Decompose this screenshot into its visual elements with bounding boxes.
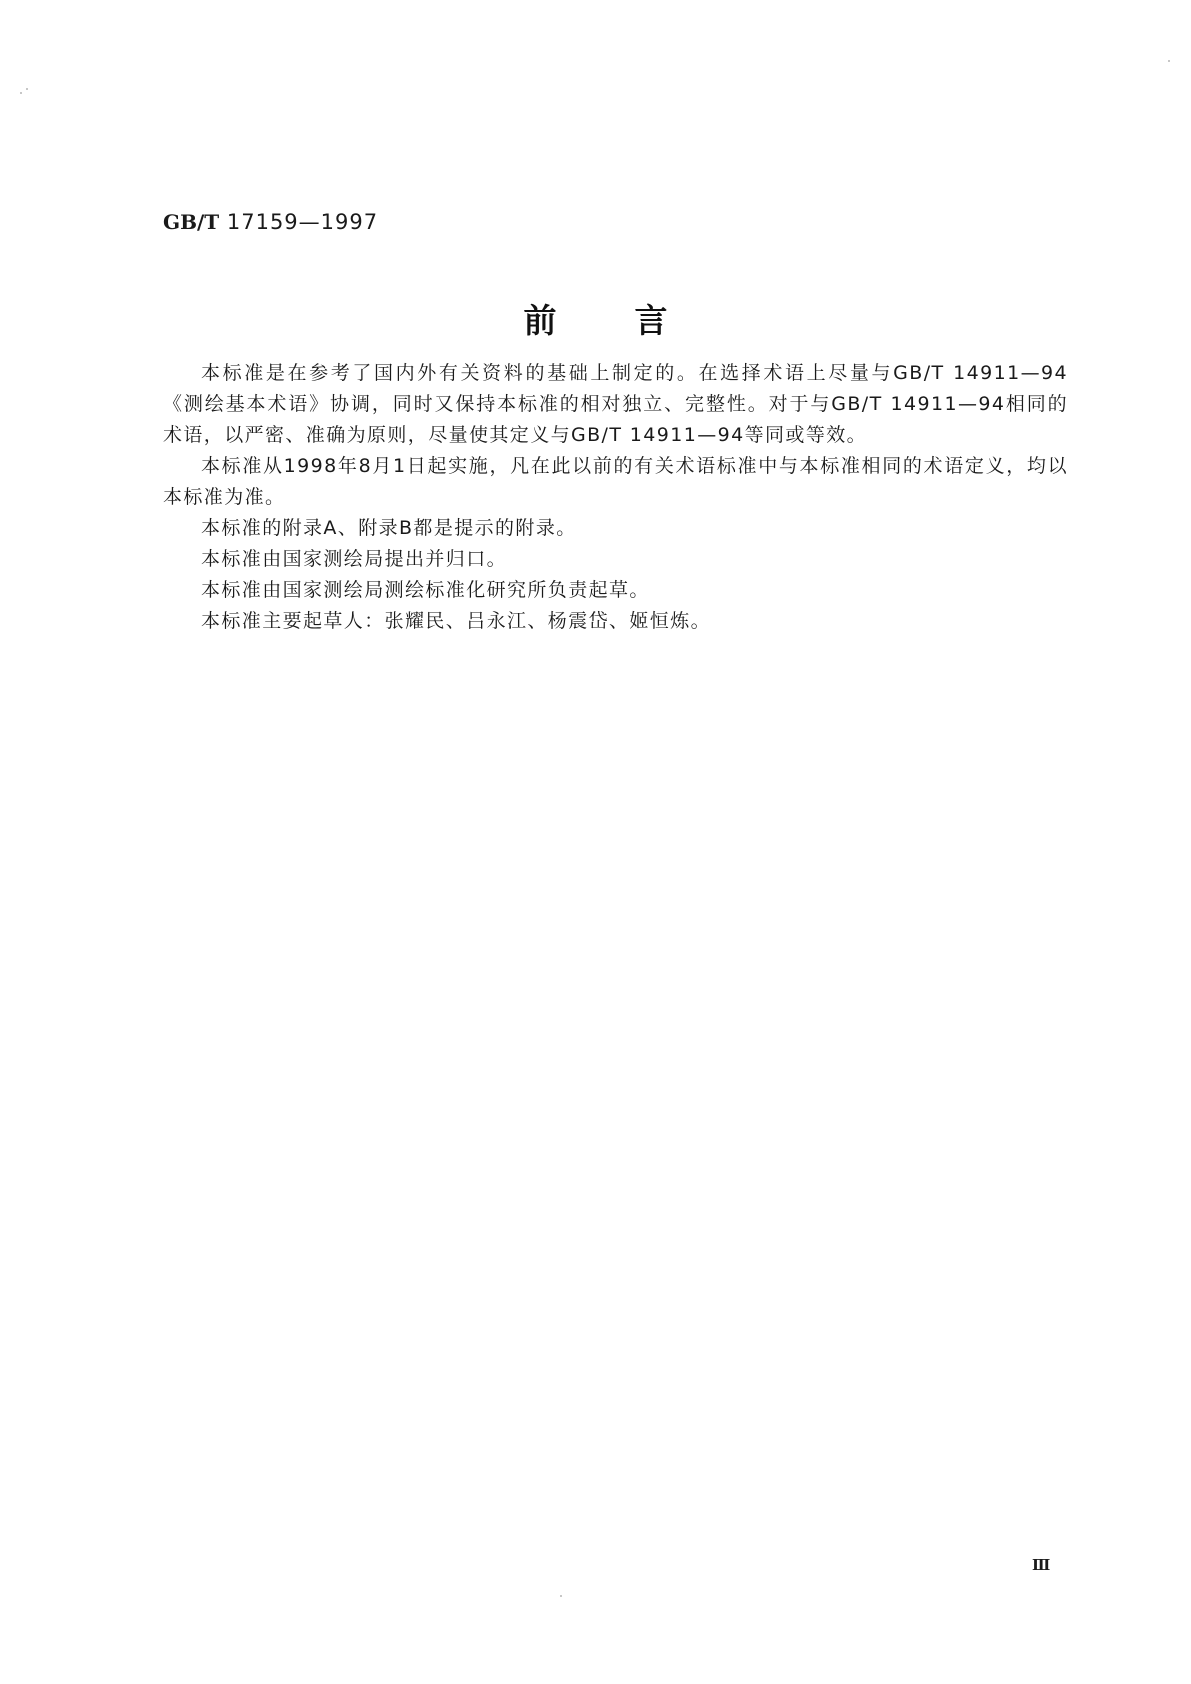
- scan-speck: [1168, 60, 1170, 62]
- paragraph-6: 本标准主要起草人：张耀民、吕永江、杨震岱、姬恒炼。: [201, 610, 712, 632]
- page-number: Ⅲ: [1032, 1556, 1051, 1574]
- paragraph-5: 本标准由国家测绘局测绘标准化研究所负责起草。: [201, 579, 650, 601]
- scan-speck: [20, 92, 22, 94]
- standard-code: 17159—1997: [226, 210, 379, 234]
- standard-prefix: GB/T: [163, 210, 220, 234]
- paragraph-4: 本标准由国家测绘局提出并归口。: [201, 548, 508, 570]
- paragraph-2: 本标准从1998年8月1日起实施，凡在此以前的有关术语标准中与本标准相同的术语定义，均以本标准为准。: [163, 455, 1068, 508]
- paragraph-3: 本标准的附录A、附录B都是提示的附录。: [201, 517, 577, 539]
- foreword-body: [163, 358, 1068, 637]
- paragraph-1: 本标准是在参考了国内外有关资料的基础上制定的。在选择术语上尽量与GB/T 14911—94《测绘基本术语》协调，同时又保持本标准的相对独立、完整性。对于与GB/T 14911—94相同的术语，以严密、准确为原则，尽量使其定义与GB/T 14911—94等同或等效。: [163, 362, 1068, 446]
- standard-number: [163, 210, 378, 234]
- page-title: 前言: [523, 301, 746, 340]
- scan-speck: [26, 88, 28, 90]
- scan-speck: [560, 1595, 562, 1597]
